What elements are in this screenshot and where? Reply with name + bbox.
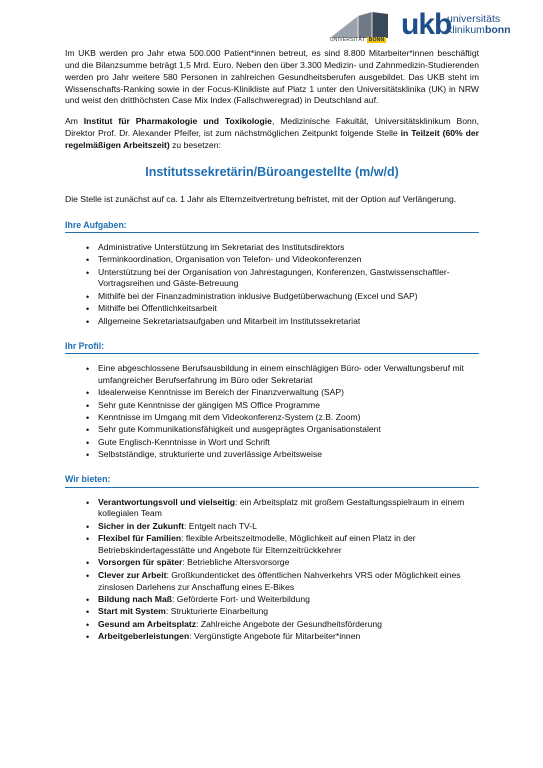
section-heading-aufgaben: Ihre Aufgaben: xyxy=(65,219,479,233)
list-item xyxy=(88,619,479,631)
benefit-title: Sicher in der Zukunft xyxy=(98,520,184,531)
benefit-text: : flexible Arbeitszeitmodelle, Möglichkeit auf einen Platz in der Betriebskindertagesstätte und Angebote für Elternzeitrückkehrer xyxy=(98,533,416,555)
ukb-logo-mark: ukb xyxy=(401,8,452,41)
benefit-title: Flexibel für Familien xyxy=(98,533,182,544)
ukb-logo-klinikum: klinikum xyxy=(447,24,485,37)
job-title: Institutssekretärin/Büroangestellte (m/w/d) xyxy=(145,164,399,179)
list-item xyxy=(88,521,479,533)
benefit-text: : Großkundenticket des öffentlichen Nahverkehrs VRS oder Möglichkeit eines zinslosen Darlehens zur Anschaffung eines E-Bikes xyxy=(98,569,461,592)
job-posting xyxy=(65,48,479,643)
list-item xyxy=(88,570,479,594)
list-item xyxy=(88,631,479,643)
benefit-text: : Vergünstigte Angebote für Mitarbeiter*innen xyxy=(189,630,361,641)
ukb-logo-line1: universitäts xyxy=(447,13,501,25)
benefit-title: Start mit System xyxy=(98,606,166,617)
ukb-logo-text xyxy=(447,14,511,36)
parttime-info: in Teilzeit (60% der regelmäßigen Arbeitszeit) xyxy=(65,128,479,151)
university-caption xyxy=(330,37,386,44)
ukb-logo-line2 xyxy=(447,25,511,36)
profil-list xyxy=(88,363,479,461)
benefit-text: : Strukturierte Einarbeitung xyxy=(165,606,269,617)
benefit-title: Gesund am Arbeitsplatz xyxy=(98,618,197,629)
list-item: • Sehr gute Kommunikationsfähigkeit und ausgeprägtes Organisationstalent xyxy=(88,424,479,436)
benefit-text: : Entgelt nach TV-L xyxy=(183,520,257,531)
list-item xyxy=(88,497,479,521)
benefit-text: : Zahlreiche Angebote der Gesundheitsförderung xyxy=(196,618,382,629)
benefit-title: Vorsorgen für später xyxy=(98,557,183,568)
list-item: • Selbstständige, strukturierte und zuverlässige Arbeitsweise xyxy=(88,449,479,461)
position-mid: , Medizinische Fakultät, Universitätsklinikum Bonn, Direktor Prof. Dr. Alexander Pfeifer, ist zum nächstmöglichen Zeitpunkt folgende Stelle xyxy=(65,116,479,139)
list-item xyxy=(88,606,479,618)
university-caption-bonn: BONN xyxy=(368,37,385,43)
position-pre: Am xyxy=(65,116,84,127)
institute-name: Institut für Pharmakologie und Toxikologie xyxy=(83,116,272,127)
list-item: • Mithilfe bei Öffentlichkeitsarbeit xyxy=(88,303,479,315)
benefit-text: : Geförderte Fort- und Weiterbildung xyxy=(172,593,310,604)
section-heading-bieten: Wir bieten: xyxy=(65,473,479,487)
list-item: • Terminkoordination, Organisation von Telefon- und Videokonferenzen xyxy=(88,254,479,266)
benefit-title: Bildung nach Maß xyxy=(98,593,172,604)
intro-paragraph: Im UKB werden pro Jahr etwa 500.000 Patient*innen betreut, es sind 8.800 Mitarbeiter*innen beschäftigt und die Bilanzsumme beträgt 1,5 Mrd. Euro. Neben den über 3.300 Medizin- und Zahnmedizin-Studierenden werden pro Jahr weitere 580 Personen in zahlreichen Gesundheitsberufen ausgebildet. Das UKB steht im Wissenschafts-Ranking sowie in der Focus-Klinikliste auf Platz 1 unter den Universitätsklinika (UK) in NRW und weist den dritthöchsten Case Mix Index (Fallschweregrad) in Deutschland auf. xyxy=(65,48,479,106)
term-paragraph: Die Stelle ist zunächst auf ca. 1 Jahr als Elternzeitvertretung befristet, mit der Option auf Verlängerung. xyxy=(65,193,457,204)
list-item: • Unterstützung bei der Organisation von Jahrestagungen, Konferenzen, Gastwissenschaftler-Vortragsreihen und Gäste-Betreuung xyxy=(88,267,479,291)
benefit-title: Verantwortungsvoll und vielseitig xyxy=(98,496,236,507)
list-item: • Sehr gute Kenntnisse der gängigen MS Office Programme xyxy=(88,400,479,412)
benefit-text: : ein Arbeitsplatz mit großem Gestaltungsspielraum in einem kollegialen Team xyxy=(98,496,465,519)
ukb-logo-bonn: bonn xyxy=(484,24,511,37)
list-item: • Kenntnisse im Umgang mit dem Videokonferenz-System (z.B. Zoom) xyxy=(88,412,479,424)
list-item xyxy=(88,594,479,606)
position-paragraph xyxy=(65,116,479,152)
list-item xyxy=(88,533,479,557)
benefit-text: : Betriebliche Altersvorsorge xyxy=(182,557,290,568)
bieten-list xyxy=(88,497,479,643)
list-item: • Mithilfe bei der Finanzadministration inklusive Budgetüberwachung (Excel und SAP) xyxy=(88,291,479,303)
list-item: • Idealerweise Kenntnisse im Bereich der Finanzverwaltung (SAP) xyxy=(88,387,479,399)
list-item: • Administrative Unterstützung im Sekretariat des Institutsdirektors xyxy=(88,242,479,254)
benefit-title: Arbeitgeberleistungen xyxy=(98,630,190,641)
position-post: zu besetzen: xyxy=(169,140,221,151)
header-logos xyxy=(0,8,543,50)
list-item: • Eine abgeschlossene Berufsausbildung in einem einschlägigen Büro- oder Verwaltungsberuf mit umfangreicher Berufserfahrung im Büro oder Sekretariat xyxy=(88,363,479,387)
list-item: • Gute Englisch-Kenntnisse in Wort und Schrift xyxy=(88,437,479,449)
aufgaben-list xyxy=(88,242,479,328)
list-item xyxy=(88,557,479,569)
benefit-title: Clever zur Arbeit xyxy=(98,569,167,580)
section-heading-profil: Ihr Profil: xyxy=(65,340,479,354)
university-caption-text: UNIVERSITÄT xyxy=(330,37,366,43)
list-item: • Allgemeine Sekretariatsaufgaben und Mitarbeit im Institutssekretariat xyxy=(88,316,479,328)
